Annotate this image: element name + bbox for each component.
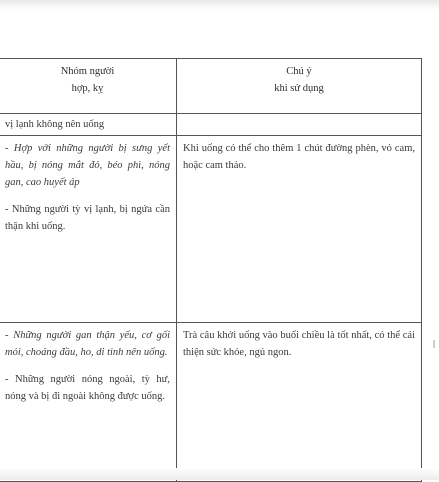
header-note-line1: Chú ý — [286, 66, 312, 77]
scan-shadow-top — [0, 0, 439, 10]
herbal-tea-table — [0, 58, 422, 482]
group-cell — [0, 323, 177, 482]
table-row — [0, 114, 422, 136]
scan-shadow-bottom — [0, 468, 439, 480]
note-cell — [177, 114, 422, 136]
header-group-line2: hợp, kỵ — [71, 83, 104, 94]
group-paragraph: - Những người gan thận yếu, cơ gối mỏi, choáng đầu, ho, di tinh nên uống. — [5, 330, 170, 358]
scan-speck — [433, 340, 435, 348]
table-row — [0, 136, 422, 323]
group-paragraph: - Hợp với những người bị sưng yết hầu, bị nóng mắt đỏ, béo phì, nóng gan, cao huyết áp — [5, 143, 170, 188]
header-group-line1: Nhóm người — [60, 66, 115, 77]
header-note-line2: khi sử dụng — [274, 83, 324, 94]
group-paragraph: vị lạnh không nên uống — [5, 119, 105, 130]
note-cell — [177, 323, 422, 482]
header-group-cell — [0, 59, 177, 114]
note-cell — [177, 136, 422, 323]
note-paragraph: Khi uống có thể cho thêm 1 chút đường phèn, vỏ cam, hoặc cam thảo. — [183, 143, 415, 171]
note-paragraph: Trà câu khởi uống vào buổi chiều là tốt nhất, có thể cải thiện sức khỏe, ngủ ngon. — [183, 330, 415, 358]
group-cell — [0, 136, 177, 323]
group-paragraph: - Những người nóng ngoài, tỳ hư, nóng và bị đi ngoài không được uống. — [5, 374, 170, 402]
group-cell — [0, 114, 177, 136]
group-paragraph: - Những người tỳ vị lạnh, bị ngứa cần thận khi uống. — [5, 204, 170, 232]
header-note-cell — [177, 59, 422, 114]
table-row — [0, 323, 422, 482]
table-header-row — [0, 59, 422, 114]
